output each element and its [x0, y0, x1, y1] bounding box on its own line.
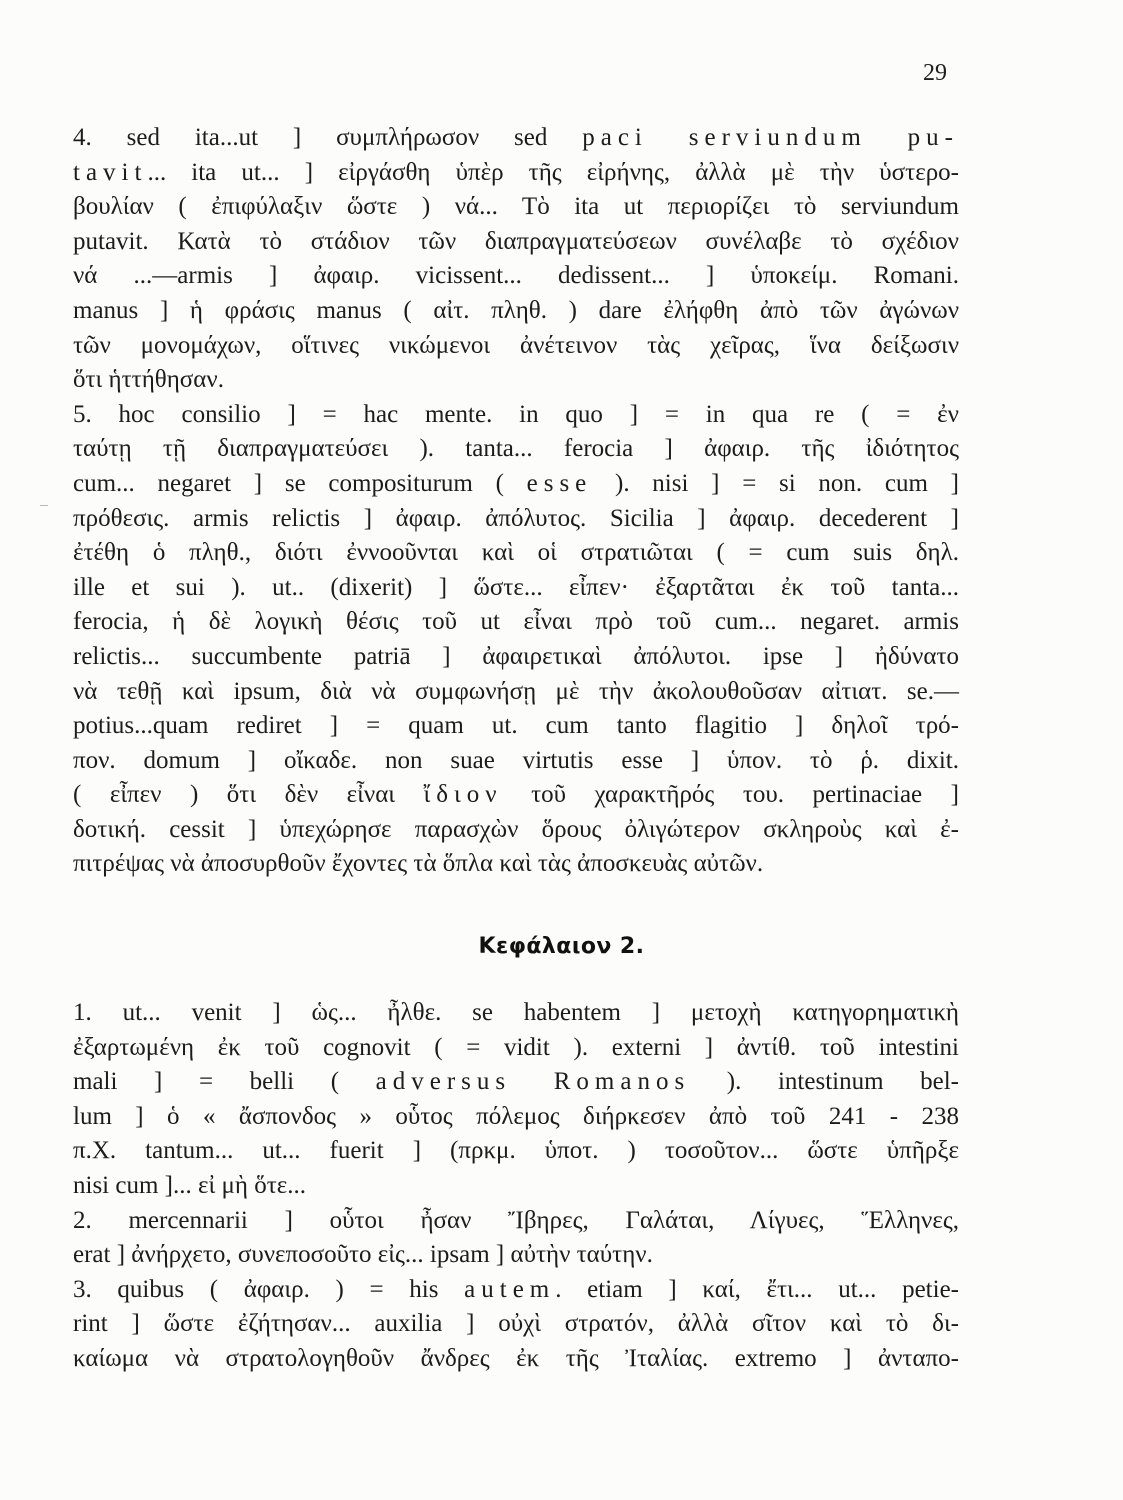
text-line — [73, 1204, 959, 1239]
spaced-emphasis-text: paci serviundum pu- — [582, 124, 959, 151]
text-line — [73, 1100, 959, 1135]
text-run: ὅτι ἡττήθησαν. — [73, 366, 224, 394]
text-line — [73, 536, 959, 571]
text-run: 3. quibus ( ἀφαιρ. ) = his — [73, 1275, 465, 1303]
text-line — [73, 225, 959, 260]
text-run: cum... negaret ] se compositurum ( — [73, 469, 527, 497]
text-line — [73, 467, 959, 502]
text-line — [73, 121, 959, 156]
text-run: πρόθεσις. armis relictis ] ἀφαιρ. ἀπόλυτος. Sicilia ] ἀφαιρ. decederent ] — [73, 504, 959, 532]
text-run: ). intestinum bel- — [690, 1068, 960, 1096]
text-line — [73, 571, 959, 606]
text-line — [73, 1342, 959, 1377]
text-run: manus ] ἡ φράσις manus ( αἰτ. πληθ. ) dare ἐλήφθη ἀπὸ τῶν ἀγώνων — [73, 296, 959, 324]
text-line — [73, 190, 959, 225]
spaced-emphasis-text: esse — [526, 469, 593, 497]
spaced-emphasis-text: autem — [464, 1275, 556, 1303]
text-run: . etiam ] καί, ἔτι... ut... petie- — [555, 1275, 959, 1303]
text-run: 4. sed ita...ut ] συμπλήρωσον sed — [73, 124, 583, 151]
text-line — [73, 1169, 959, 1204]
text-line — [73, 675, 959, 710]
text-run: δοτική. cessit ] ὑπεχώρησε παρασχὼν ὅρους ὀλιγώτερον σκληροὺς καὶ ἐ- — [73, 815, 959, 843]
text-line — [73, 156, 959, 191]
text-line — [73, 1273, 959, 1308]
text-run: βουλίαν ( ἐπιφύλαξιν ὥστε ) νά... Τὸ ita ut περιορίζει τὸ serviundum — [73, 193, 959, 221]
text-run: ἐτέθη ὁ πληθ., διότι ἐννοοῦνται καὶ οἱ στρατιῶται ( = cum suis δηλ. — [73, 539, 959, 567]
text-run: τῶν μονομάχων, οἵτινες νικώμενοι ἀνέτεινον τὰς χεῖρας, ἵνα δείξωσιν — [73, 331, 959, 359]
text-run: mali ] = belli ( — [73, 1068, 376, 1096]
text-line — [73, 502, 959, 537]
text-line — [73, 329, 959, 364]
text-line — [73, 744, 959, 779]
text-run: νὰ τεθῇ καὶ ipsum, διὰ νὰ συμφωνήσῃ μὲ τὴν ἀκολουθοῦσαν αἰτιατ. se.— — [73, 677, 959, 705]
text-line — [73, 996, 959, 1031]
text-run: nisi cum ]... εἰ μὴ ὅτε... — [73, 1171, 306, 1199]
text-line — [73, 363, 959, 398]
text-run: ( εἶπεν ) ὅτι δὲν εἶναι — [73, 781, 424, 809]
text-run: 5. hoc consilio ] = hac mente. in quo ] = in qua re ( = ἐν — [73, 400, 959, 428]
text-line — [73, 259, 959, 294]
text-line — [73, 432, 959, 467]
text-run: lum ] ὁ « ἄσπονδος » οὗτος πόλεμος διήρκεσεν ἀπὸ τοῦ 241 - 238 — [73, 1102, 959, 1130]
margin-mark — [40, 505, 48, 506]
text-run: ferocia, ἡ δὲ λογικὴ θέσις τοῦ ut εἶναι πρὸ τοῦ cum... negaret. armis — [73, 608, 959, 636]
page-number: 29 — [923, 60, 947, 86]
text-line — [73, 1065, 959, 1100]
text-run: καίωμα νὰ στρατολογηθοῦν ἄνδρες ἐκ τῆς Ἰταλίας. extremo ] ἀνταπο- — [73, 1344, 959, 1372]
text-line — [73, 294, 959, 329]
text-run: 1. ut... venit ] ὡς... ἦλθε. se habentem ] μετοχὴ κατηγορηματικὴ — [73, 999, 959, 1026]
text-run: 2. mercennarii ] οὗτοι ἦσαν Ἴβηρες, Γαλάται, Λίγυες, Ἕλληνες, — [73, 1206, 959, 1234]
text-line — [73, 398, 959, 433]
text-run: ille et sui ). ut.. (dixerit) ] ὥστε... εἶπεν· ἐξαρτᾶται ἐκ τοῦ tanta... — [73, 573, 959, 601]
text-run: rint ] ὥστε ἐζήτησαν... auxilia ] οὐχὶ στρατόν, ἀλλὰ σῖτον καὶ τὸ δι- — [73, 1310, 959, 1338]
text-line — [73, 813, 959, 848]
spaced-emphasis-text: tavit — [73, 158, 148, 186]
text-line — [73, 709, 959, 744]
text-run: putavit. Κατὰ τὸ στάδιον τῶν διαπραγματεύσεων συνέλαβε τὸ σχέδιον — [73, 227, 959, 255]
text-line — [73, 778, 959, 813]
chapter-heading: Κεφάλαιον 2. — [478, 934, 645, 959]
text-run: νά ...—armis ] ἀφαιρ. vicissent... dedissent... ] ὑποκείμ. Romani. — [73, 262, 959, 290]
text-line — [73, 847, 959, 882]
text-run: ). nisi ] = si non. cum ] — [592, 469, 959, 497]
text-line — [73, 605, 959, 640]
text-run: πον. domum ] οἴκαδε. non suae virtutis esse ] ὑπον. τὸ ῥ. dixit. — [73, 746, 959, 774]
text-run: ... ita ut... ] εἰργάσθη ὑπὲρ τῆς εἰρήνης, ἀλλὰ μὲ τὴν ὑστερο- — [147, 158, 959, 186]
text-run: relictis... succumbente patriā ] ἀφαιρετικαὶ ἀπόλυτοι. ipse ] ἠδύνατο — [73, 642, 959, 670]
commentary-block-2 — [73, 996, 959, 1377]
text-line — [73, 1307, 959, 1342]
text-run: ταύτῃ τῇ διαπραγματεύσει ). tanta... ferocia ] ἀφαιρ. τῆς ἰδιότητος — [73, 435, 959, 463]
text-run: erat ] ἀνήρχετο, συνεποσοῦτο εἰς... ipsam ] αὐτὴν ταύτην. — [73, 1241, 653, 1269]
spaced-emphasis-text: adversus Romanos — [375, 1068, 691, 1096]
text-run: ἐξαρτωμένη ἐκ τοῦ cognovit ( = vidit ). externi ] ἀντίθ. τοῦ intestini — [73, 1033, 959, 1061]
text-line — [73, 1238, 959, 1273]
text-run: πιτρέψας νὰ ἀποσυρθοῦν ἔχοντες τὰ ὅπλα καὶ τὰς ἀποσκευὰς αὐτῶν. — [73, 850, 764, 878]
text-run: potius...quam rediret ] = quam ut. cum tanto flagitio ] δηλοῖ τρό- — [73, 712, 959, 740]
commentary-block-1 — [73, 121, 959, 882]
text-line — [73, 640, 959, 675]
spaced-emphasis-text: ἴδιον — [423, 781, 503, 809]
text-run: π.Χ. tantum... ut... fuerit ] (πρκμ. ὑποτ. ) τοσοῦτον... ὥστε ὑπῆρξε — [73, 1137, 959, 1165]
text-line — [73, 1031, 959, 1066]
text-run: τοῦ χαρακτῆρός του. pertinaciae ] — [502, 781, 959, 809]
text-line — [73, 1134, 959, 1169]
